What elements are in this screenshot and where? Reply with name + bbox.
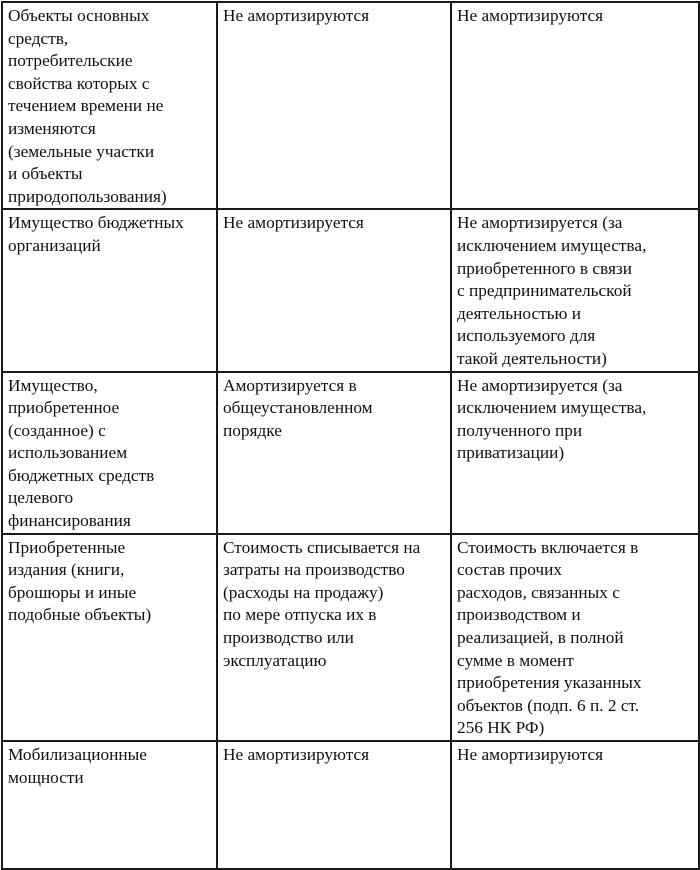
object-cell bbox=[2, 741, 217, 869]
tax-text: Не амортизируется (за исключением имущества, приобретенного в связи с предпринимательской деятельностью и используемого для такой деятельности) bbox=[457, 213, 647, 368]
accounting-cell bbox=[217, 372, 451, 534]
object-text: Объекты основных средств, потребительские свойства которых с течением времени не изменяются (земельные участки и объекты природопользования) bbox=[8, 6, 167, 206]
object-text: Мобилизационные мощности bbox=[8, 745, 147, 787]
accounting-cell bbox=[217, 2, 451, 209]
object-text: Имущество, приобретенное (созданное) с использованием бюджетных средств целевого финансирования bbox=[8, 375, 155, 531]
accounting-cell bbox=[217, 534, 451, 741]
tax-cell bbox=[451, 372, 699, 534]
tax-cell bbox=[451, 534, 699, 741]
accounting-text: Амортизируется в общеустановленном порядке bbox=[223, 375, 373, 440]
table-row bbox=[2, 534, 699, 741]
object-cell bbox=[2, 209, 217, 371]
tax-cell bbox=[451, 2, 699, 209]
object-cell bbox=[2, 534, 217, 741]
object-cell bbox=[2, 2, 217, 209]
accounting-text: Не амортизируется bbox=[223, 213, 364, 233]
tax-text: Не амортизируются bbox=[457, 6, 604, 25]
tax-cell bbox=[451, 209, 699, 371]
accounting-text: Не амортизируются bbox=[223, 6, 370, 25]
object-text: Имущество бюджетных организаций bbox=[8, 213, 184, 255]
accounting-cell bbox=[217, 741, 451, 869]
tax-text: Не амортизируется (за исключением имущества, полученного при приватизации) bbox=[457, 375, 647, 463]
accounting-text: Не амортизируются bbox=[223, 745, 370, 764]
object-text: Приобретенные издания (книги, брошюры и иные подобные объекты) bbox=[8, 537, 152, 625]
tax-text: Стоимость включается в состав прочих расходов, связанных с производством и реализацией, в полной сумме в момент приобретения указанных объектов (подп. 6 п. 2 ст. 256 НК РФ) bbox=[457, 537, 642, 738]
table-row bbox=[2, 741, 699, 869]
tax-text: Не амортизируются bbox=[457, 745, 604, 764]
tax-cell bbox=[451, 741, 699, 869]
table-row bbox=[2, 372, 699, 534]
object-cell bbox=[2, 372, 217, 534]
accounting-text: Стоимость списывается на затраты на производство (расходы на продажу) по мере отпуска их в производство или эксплуатацию bbox=[223, 537, 421, 670]
accounting-cell bbox=[217, 209, 451, 371]
depreciation-comparison-table bbox=[1, 1, 700, 870]
table-row bbox=[2, 2, 699, 209]
table-row bbox=[2, 209, 699, 371]
